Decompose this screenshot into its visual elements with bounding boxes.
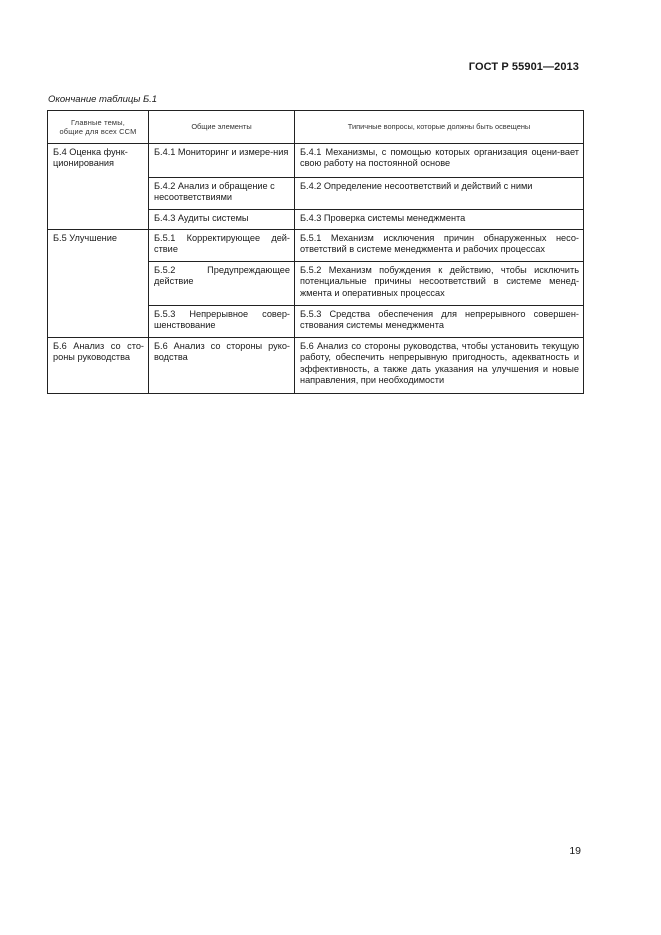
- requirements-table: [47, 110, 584, 394]
- question-cell: Б.5.2 Механизм побуждения к действию, чтобы исключить потенциальные причины несоответствий в системе менед-жмента и оперативных процессах: [295, 262, 584, 306]
- question-cell: Б.4.1 Механизмы, с помощью которых организация оцени-вает свою работу на постоянной основе: [295, 144, 584, 178]
- question-cell: Б.4.3 Проверка системы менеджмента: [295, 210, 584, 230]
- element-cell: Б.5.1 Корректирующее дей-ствие: [149, 230, 295, 262]
- column-header-topics: [48, 111, 149, 144]
- table-row: [48, 144, 584, 178]
- element-cell: Б.5.3 Непрерывное совер-шенствование: [149, 306, 295, 338]
- topic-cell: Б.5 Улучшение: [48, 230, 149, 338]
- question-cell: Б.6 Анализ со стороны руководства, чтобы установить текущую работу, обеспечить непрерывную пригодность, адекватность и эффективность, а также дать указания на улучшения и новые направления, при необходимости: [295, 338, 584, 394]
- table-caption: Окончание таблицы Б.1: [48, 94, 158, 105]
- column-header-elements: Общие элементы: [149, 111, 295, 144]
- element-cell: Б.5.2 Предупреждающее действие: [149, 262, 295, 306]
- element-cell: Б.4.3 Аудиты системы: [149, 210, 295, 230]
- column-header-questions: Типичные вопросы, которые должны быть освещены: [295, 111, 584, 144]
- document-standard-number: ГОСТ Р 55901—2013: [468, 61, 579, 73]
- element-cell: Б.6 Анализ со стороны руко-водства: [149, 338, 295, 394]
- topic-cell: Б.4 Оценка функ-ционирования: [48, 144, 149, 230]
- element-cell: Б.4.2 Анализ и обращение с несоответствиями: [149, 178, 295, 210]
- topic-cell: Б.6 Анализ со сто-роны руководства: [48, 338, 149, 394]
- column-header-topics-line2: общие для всех ССМ: [59, 127, 137, 136]
- column-header-topics-line1: Главные темы,: [71, 117, 125, 127]
- table-row: [48, 338, 584, 394]
- question-cell: Б.4.2 Определение несоответствий и действий с ними: [295, 178, 584, 210]
- page-number: 19: [569, 845, 581, 857]
- table-row: [48, 230, 584, 262]
- table-header-row: [48, 111, 584, 144]
- question-cell: Б.5.1 Механизм исключения причин обнаруженных несо-ответствий в системе менеджмента и рабочих процессах: [295, 230, 584, 262]
- element-cell: Б.4.1 Мониторинг и измере-ния: [149, 144, 295, 178]
- question-cell: Б.5.3 Средства обеспечения для непрерывного совершен-ствования системы менеджмента: [295, 306, 584, 338]
